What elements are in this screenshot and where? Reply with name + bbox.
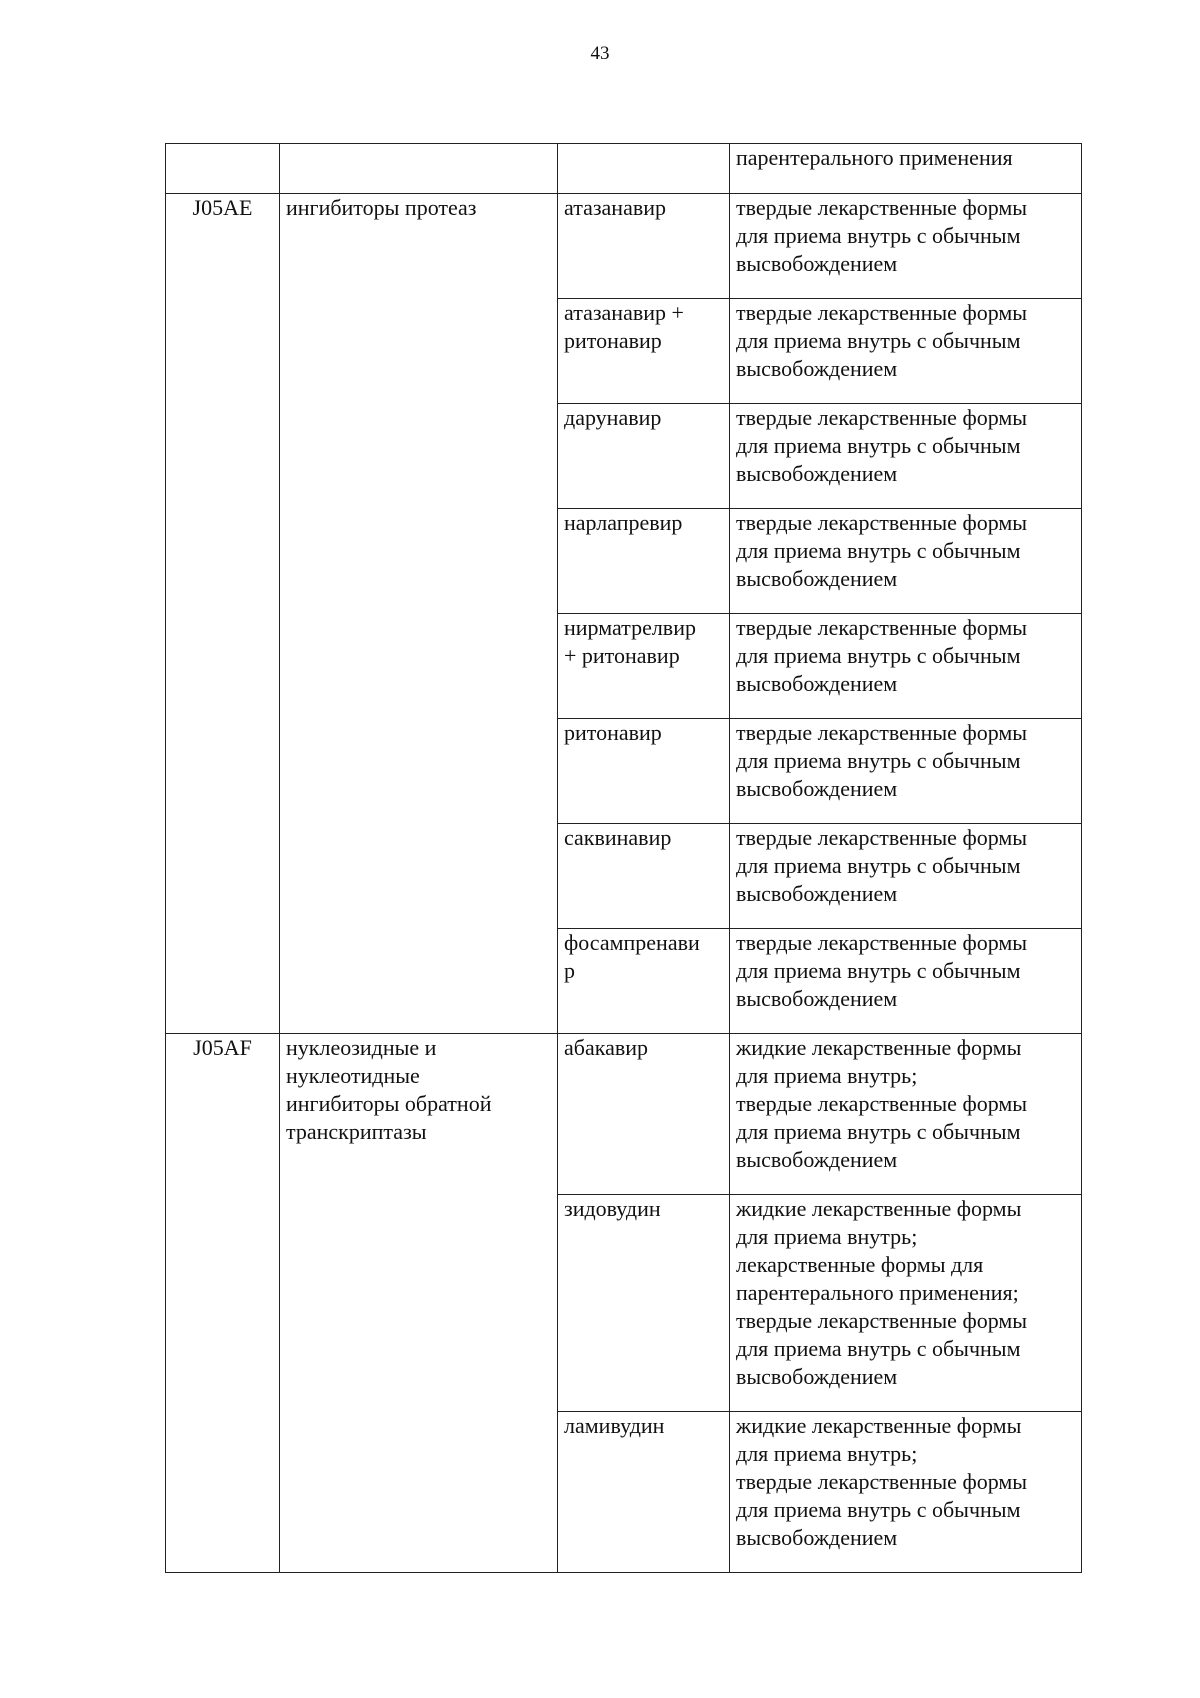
dosage-form-cell bbox=[730, 299, 1082, 404]
dosage-form-line: твердые лекарственные формы bbox=[736, 1091, 1028, 1116]
dosage-form-line: высвобождением bbox=[736, 1525, 898, 1550]
dosage-form-cell bbox=[730, 929, 1082, 1034]
dosage-form-line: высвобождением bbox=[736, 1364, 898, 1389]
atc-code-cell: J05AF bbox=[166, 1034, 280, 1573]
dosage-form-line: высвобождением bbox=[736, 461, 898, 486]
dosage-form-line: для приема внутрь с обычным bbox=[736, 748, 1021, 773]
drug-name-cell: дарунавир bbox=[558, 404, 730, 509]
dosage-form-line: твердые лекарственные формы bbox=[736, 300, 1028, 325]
drug-name-cell bbox=[558, 614, 730, 719]
drug-name-cell: зидовудин bbox=[558, 1195, 730, 1412]
dosage-form-line: твердые лекарственные формы bbox=[736, 825, 1028, 850]
dosage-form-line: для приема внутрь с обычным bbox=[736, 958, 1021, 983]
dosage-form-line: высвобождением bbox=[736, 566, 898, 591]
drug-name-cell bbox=[558, 299, 730, 404]
dosage-form-line: твердые лекарственные формы bbox=[736, 615, 1028, 640]
dosage-form-line: высвобождением bbox=[736, 1147, 898, 1172]
dosage-form-line: твердые лекарственные формы bbox=[736, 1469, 1028, 1494]
dosage-form-line: жидкие лекарственные формы bbox=[736, 1035, 1022, 1060]
dosage-form-line: высвобождением bbox=[736, 251, 898, 276]
dosage-form-line: жидкие лекарственные формы bbox=[736, 1413, 1022, 1438]
dosage-form-line: твердые лекарственные формы bbox=[736, 510, 1028, 535]
dosage-form-line: для приема внутрь; bbox=[736, 1441, 918, 1466]
group-cell bbox=[280, 1034, 558, 1573]
table-row bbox=[166, 144, 1082, 194]
drug-name-cell bbox=[558, 929, 730, 1034]
group-line: нуклеозидные и bbox=[286, 1035, 437, 1060]
group-line: ингибиторы обратной bbox=[286, 1091, 492, 1116]
atc-code-cell: J05AE bbox=[166, 194, 280, 1034]
dosage-form-cell bbox=[730, 824, 1082, 929]
dosage-form-line: твердые лекарственные формы bbox=[736, 930, 1028, 955]
drug-name-line: атазанавир + bbox=[564, 300, 684, 325]
drug-name-cell: атазанавир bbox=[558, 194, 730, 299]
atc-code-cell bbox=[166, 144, 280, 194]
dosage-form-line: лекарственные формы для bbox=[736, 1252, 984, 1277]
dosage-form-line: высвобождением bbox=[736, 881, 898, 906]
drug-table bbox=[165, 143, 1082, 1573]
dosage-form-cell bbox=[730, 614, 1082, 719]
group-line: ингибиторы протеаз bbox=[286, 195, 477, 220]
drug-name-cell: ламивудин bbox=[558, 1412, 730, 1573]
drug-name-line: + ритонавир bbox=[564, 643, 680, 668]
dosage-form-cell bbox=[730, 404, 1082, 509]
dosage-form-line: высвобождением bbox=[736, 776, 898, 801]
table-row bbox=[166, 1034, 1082, 1195]
dosage-form-line: для приема внутрь с обычным bbox=[736, 1497, 1021, 1522]
drug-name-cell: нарлапревир bbox=[558, 509, 730, 614]
dosage-form-line: для приема внутрь с обычным bbox=[736, 328, 1021, 353]
dosage-form-line: твердые лекарственные формы bbox=[736, 720, 1028, 745]
page-number: 43 bbox=[590, 43, 610, 64]
drug-name-line: нирматрелвир bbox=[564, 615, 696, 640]
drug-name-cell bbox=[558, 144, 730, 194]
dosage-form-line: твердые лекарственные формы bbox=[736, 195, 1028, 220]
dosage-form-line: твердые лекарственные формы bbox=[736, 405, 1028, 430]
dosage-form-line: для приема внутрь с обычным bbox=[736, 223, 1021, 248]
dosage-form-line: парентерального применения bbox=[736, 145, 1013, 170]
dosage-form-cell bbox=[730, 509, 1082, 614]
dosage-form-line: твердые лекарственные формы bbox=[736, 1308, 1028, 1333]
dosage-form-cell bbox=[730, 719, 1082, 824]
dosage-form-cell bbox=[730, 1412, 1082, 1573]
group-line: транскриптазы bbox=[286, 1119, 427, 1144]
dosage-form-line: высвобождением bbox=[736, 356, 898, 381]
dosage-form-line: высвобождением bbox=[736, 671, 898, 696]
dosage-form-cell bbox=[730, 1034, 1082, 1195]
dosage-form-line: парентерального применения; bbox=[736, 1280, 1019, 1305]
drug-name-line: фосампренави bbox=[564, 930, 700, 955]
dosage-form-line: для приема внутрь; bbox=[736, 1224, 918, 1249]
drug-name-cell: саквинавир bbox=[558, 824, 730, 929]
dosage-form-line: жидкие лекарственные формы bbox=[736, 1196, 1022, 1221]
dosage-form-line: для приема внутрь с обычным bbox=[736, 1336, 1021, 1361]
dosage-form-line: для приема внутрь с обычным bbox=[736, 643, 1021, 668]
table-row bbox=[166, 194, 1082, 299]
group-cell bbox=[280, 194, 558, 1034]
dosage-form-line: для приема внутрь с обычным bbox=[736, 538, 1021, 563]
dosage-form-cell bbox=[730, 194, 1082, 299]
group-cell bbox=[280, 144, 558, 194]
drug-name-cell: ритонавир bbox=[558, 719, 730, 824]
dosage-form-line: для приема внутрь с обычным bbox=[736, 1119, 1021, 1144]
dosage-form-line: для приема внутрь; bbox=[736, 1063, 918, 1088]
dosage-form-line: высвобождением bbox=[736, 986, 898, 1011]
dosage-form-line: для приема внутрь с обычным bbox=[736, 433, 1021, 458]
dosage-form-cell bbox=[730, 1195, 1082, 1412]
drug-name-line: р bbox=[564, 958, 575, 983]
dosage-form-cell bbox=[730, 144, 1082, 194]
drug-name-line: ритонавир bbox=[564, 328, 662, 353]
drug-name-cell: абакавир bbox=[558, 1034, 730, 1195]
group-line: нуклеотидные bbox=[286, 1063, 420, 1088]
dosage-form-line: для приема внутрь с обычным bbox=[736, 853, 1021, 878]
